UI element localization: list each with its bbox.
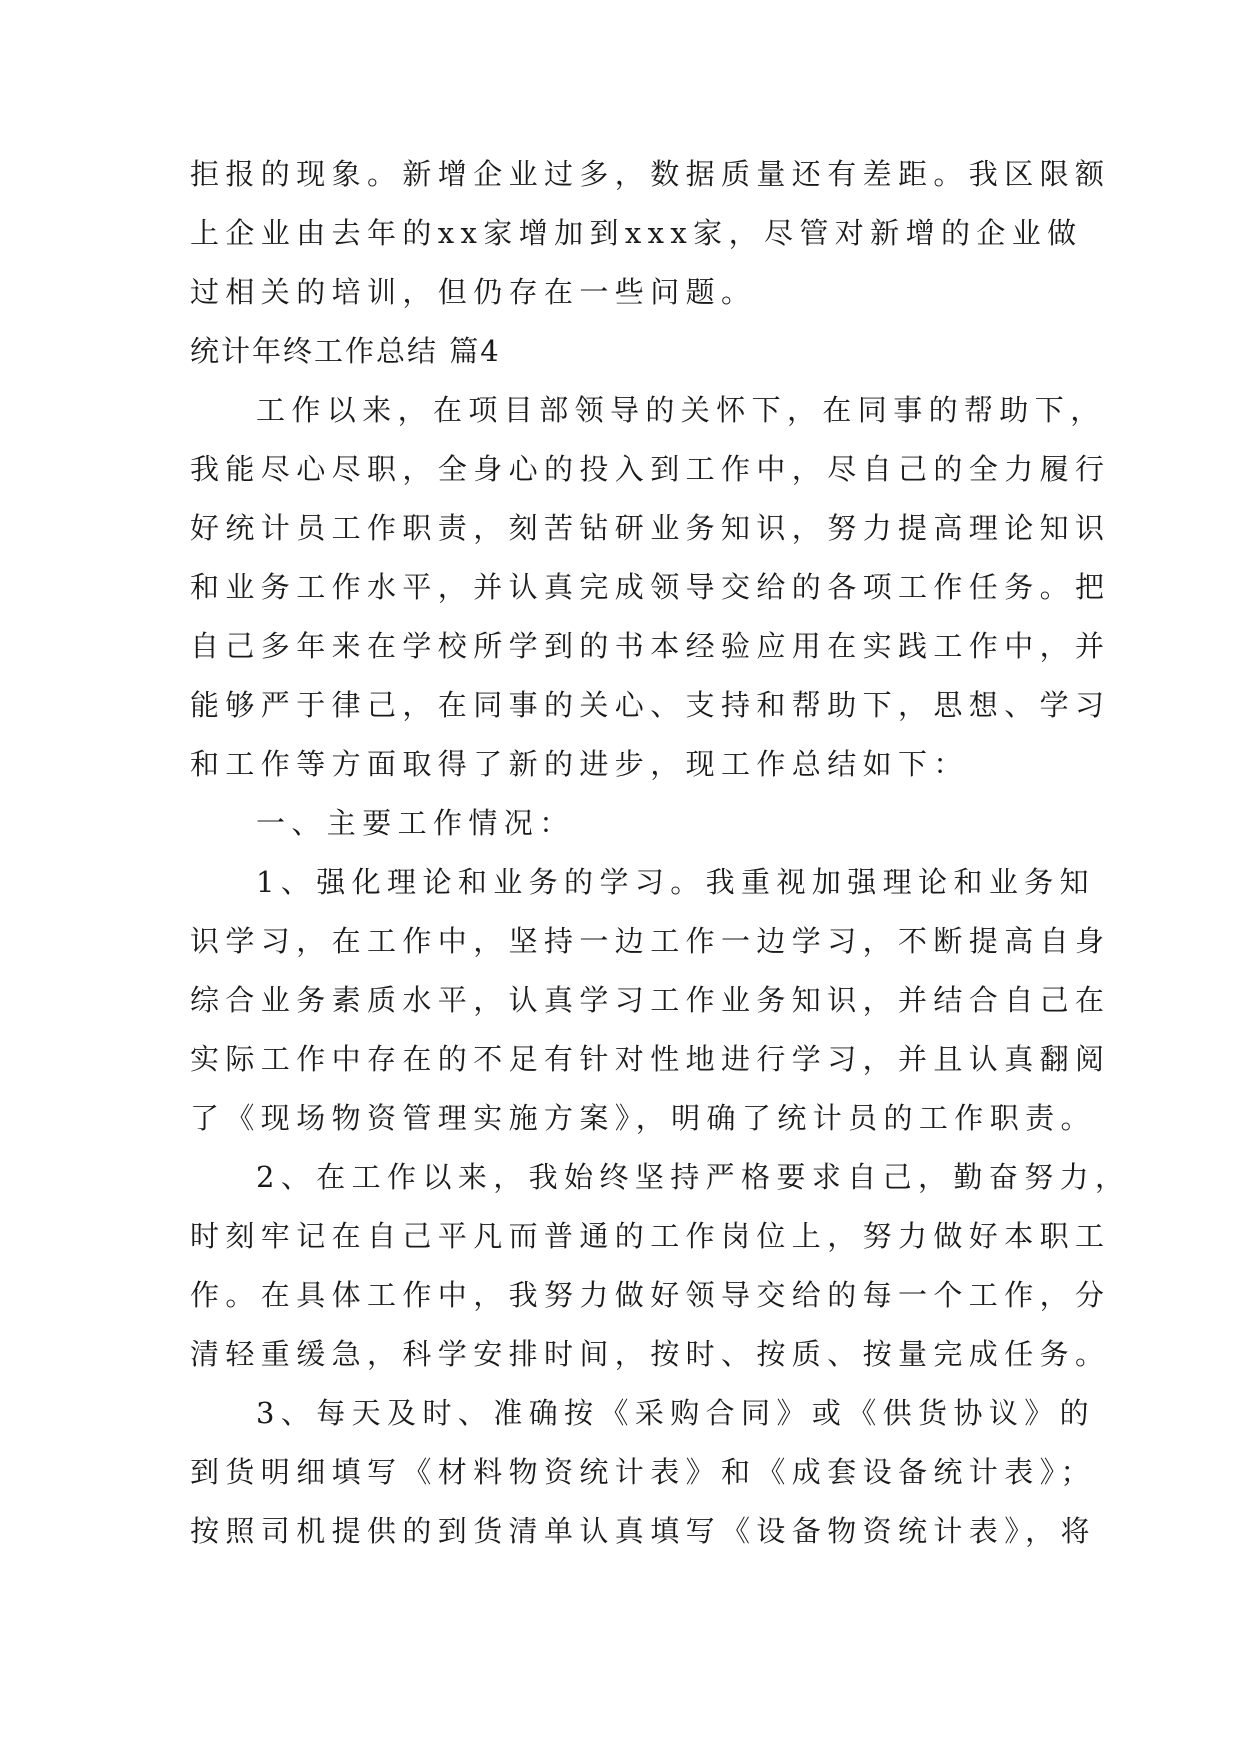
- text-line: 上企业由去年的xx家增加到xxx家，尽管对新增的企业做: [190, 216, 1083, 250]
- paragraph-line: 工作以来，在项目部领导的关怀下，在同事的帮助下，: [256, 393, 1106, 427]
- paragraph-line: 好统计员工作职责，刻苦钻研业务知识，努力提高理论知识: [190, 511, 1111, 545]
- paragraph-line: 1、强化理论和业务的学习。我重视加强理论和业务知: [256, 865, 1096, 899]
- subheading: 一、主要工作情况：: [256, 806, 575, 840]
- paragraph-line: 实际工作中存在的不足有针对性地进行学习，并且认真翻阅: [190, 1042, 1111, 1076]
- paragraph-line: 清轻重缓急，科学安排时间，按时、按质、按量完成任务。: [190, 1337, 1111, 1371]
- paragraph-line: 和工作等方面取得了新的进步，现工作总结如下：: [190, 747, 969, 781]
- paragraph-line: 时刻牢记在自己平凡而普通的工作岗位上，努力做好本职工: [190, 1219, 1111, 1253]
- paragraph-line: 识学习，在工作中，坚持一边工作一边学习，不断提高自身: [190, 924, 1111, 958]
- text-line: 过相关的培训，但仍存在一些问题。: [190, 275, 757, 309]
- text-line: 拒报的现象。新增企业过多，数据质量还有差距。我区限额: [190, 157, 1111, 191]
- paragraph-line: 2、在工作以来，我始终坚持严格要求自己，勤奋努力，: [256, 1160, 1131, 1194]
- paragraph-line: 作。在具体工作中，我努力做好领导交给的每一个工作，分: [190, 1278, 1111, 1312]
- paragraph-line: 综合业务素质水平，认真学习工作业务知识，并结合自己在: [190, 983, 1111, 1017]
- paragraph-line: 了《现场物资管理实施方案》，明确了统计员的工作职责。: [190, 1101, 1096, 1135]
- section-title: 统计年终工作总结 篇4: [190, 334, 501, 368]
- paragraph-line: 按照司机提供的到货清单认真填写《设备物资统计表》，将: [190, 1514, 1096, 1548]
- paragraph-line: 我能尽心尽职，全身心的投入到工作中，尽自己的全力履行: [190, 452, 1111, 486]
- paragraph-line: 能够严于律己，在同事的关心、支持和帮助下，思想、学习: [190, 688, 1111, 722]
- paragraph-line: 3、每天及时、准确按《采购合同》或《供货协议》的: [256, 1396, 1096, 1430]
- paragraph-line: 到货明细填写《材料物资统计表》和《成套设备统计表》；: [190, 1455, 1096, 1489]
- paragraph-line: 和业务工作水平，并认真完成领导交给的各项工作任务。把: [190, 570, 1111, 604]
- paragraph-line: 自己多年来在学校所学到的书本经验应用在实践工作中，并: [190, 629, 1111, 663]
